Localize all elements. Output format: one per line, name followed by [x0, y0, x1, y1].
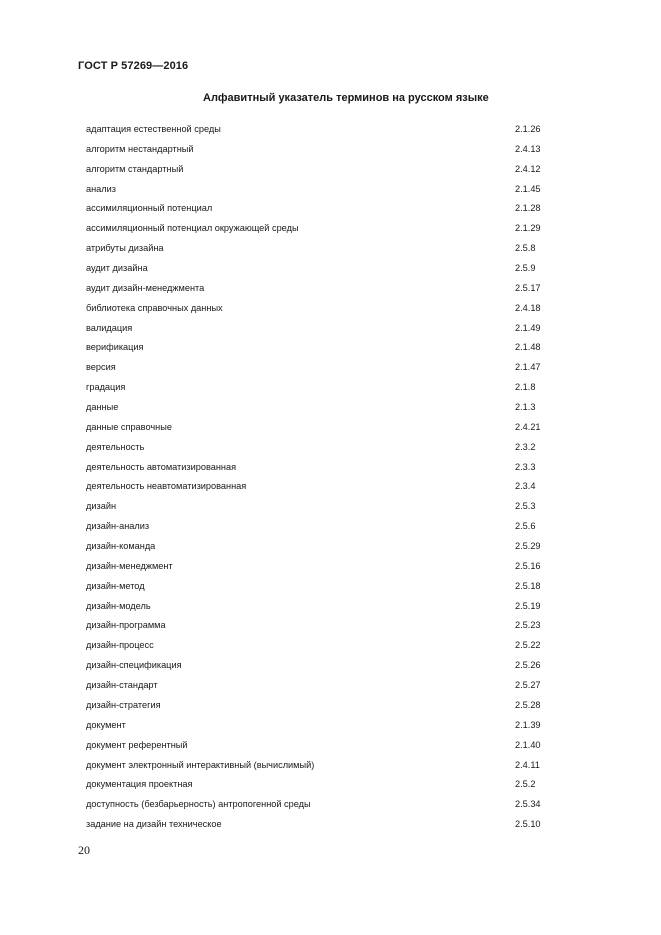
index-entry-term: доступность (безбарьерность) антропогенной среды	[86, 799, 311, 810]
index-entry	[86, 775, 566, 795]
index-entry	[86, 438, 566, 458]
index-entry	[86, 418, 566, 438]
index-entry-ref: 2.3.2	[515, 441, 536, 452]
index-entry-ref: 2.5.23	[515, 620, 541, 631]
index-entry	[86, 597, 566, 617]
index-entry-term: валидация	[86, 322, 133, 333]
index-entry	[86, 577, 566, 597]
index-entry-ref: 2.1.45	[515, 183, 541, 194]
index-entry	[86, 358, 566, 378]
index-entry	[86, 477, 566, 497]
index-entry	[86, 378, 566, 398]
index-entry-ref: 2.4.11	[515, 759, 540, 770]
index-entry	[86, 497, 566, 517]
index-entry-ref: 2.5.3	[515, 501, 536, 512]
index-entry-term: дизайн-программа	[86, 620, 166, 631]
index-entry-ref: 2.4.21	[515, 421, 541, 432]
index-entry-ref: 2.4.18	[515, 302, 541, 313]
index-entry-ref: 2.5.22	[515, 640, 541, 651]
index-entry-term: данные справочные	[86, 421, 172, 432]
index-entry-term: деятельность	[86, 441, 145, 452]
index-entry-term: библиотека справочных данных	[86, 302, 223, 313]
index-entry-ref: 2.5.17	[515, 282, 541, 293]
index-entry-ref: 2.1.28	[515, 203, 541, 214]
index-entry-ref: 2.5.26	[515, 660, 541, 671]
index-entry	[86, 517, 566, 537]
index-entry	[86, 458, 566, 478]
index-entry	[86, 656, 566, 676]
index-entry-ref: 2.3.4	[515, 481, 536, 492]
index-entry-term: дизайн-процесс	[86, 640, 154, 651]
index-entry	[86, 716, 566, 736]
index-entry	[86, 736, 566, 756]
index-entry	[86, 120, 566, 140]
index-entry-term: аудит дизайн-менеджмента	[86, 282, 205, 293]
index-entry	[86, 696, 566, 716]
index-entry-ref: 2.3.3	[515, 461, 536, 472]
index-entry	[86, 180, 566, 200]
index-entry-ref: 2.5.18	[515, 580, 541, 591]
index-entry-term: адаптация естественной среды	[86, 124, 221, 134]
index-entry-ref: 2.5.8	[515, 243, 536, 254]
index-entry-term: алгоритм нестандартный	[86, 143, 194, 154]
index-entry-ref: 2.4.12	[515, 163, 541, 174]
index-entry	[86, 676, 566, 696]
index-entry	[86, 259, 566, 279]
index-entry-ref: 2.1.39	[515, 719, 541, 730]
index-entry	[86, 616, 566, 636]
index-entry-ref: 2.1.48	[515, 342, 541, 353]
index-entry-term: ассимиляционный потенциал окружающей среды	[86, 223, 299, 234]
index-entry	[86, 239, 566, 259]
index-entry-term: документ референтный	[86, 739, 188, 750]
index-entry-term: дизайн-менеджмент	[86, 560, 173, 571]
index-entry-term: дизайн-стратегия	[86, 699, 161, 710]
index-entry	[86, 636, 566, 656]
page-number: 20	[78, 843, 90, 857]
index-entry	[86, 279, 566, 299]
index-entry-term: дизайн-спецификация	[86, 660, 182, 671]
index-entry	[86, 537, 566, 557]
index-entry-term: дизайн-метод	[86, 580, 145, 591]
index-entry-term: верификация	[86, 342, 144, 353]
index-entry-term: дизайн	[86, 501, 117, 512]
index-entry-ref: 2.1.47	[515, 362, 541, 373]
index-entry-term: ассимиляционный потенциал	[86, 203, 213, 214]
index-entry	[86, 219, 566, 239]
index-entry-term: документ	[86, 719, 126, 730]
index-entry-term: дизайн-команда	[86, 541, 156, 552]
index-entry	[86, 319, 566, 339]
index-title: Алфавитный указатель терминов на русском языке	[203, 92, 489, 104]
index-entry-term: документация проектная	[86, 779, 193, 790]
index-entry-term: документ электронный интерактивный (вычислимый)	[86, 759, 315, 770]
index-entry-ref: 2.5.29	[515, 541, 541, 552]
index-entry	[86, 299, 566, 319]
index-entry-ref: 2.1.3	[515, 402, 536, 413]
index-entry-ref: 2.5.10	[515, 819, 541, 830]
index-entry-ref: 2.1.8	[515, 382, 536, 393]
index-entry	[86, 815, 566, 835]
index-entry-term: аудит дизайна	[86, 263, 148, 274]
index-entry-term: дизайн-стандарт	[86, 680, 158, 691]
index-entry-ref: 2.5.34	[515, 799, 541, 810]
index-entry-term: дизайн-анализ	[86, 521, 150, 532]
index-entry-ref: 2.5.9	[515, 263, 536, 274]
index-entry-term: анализ	[86, 183, 116, 194]
index-entry	[86, 557, 566, 577]
index-entry-ref: 2.5.16	[515, 560, 541, 571]
index-entry-term: дизайн-модель	[86, 600, 151, 611]
index-entry-ref: 2.1.29	[515, 223, 541, 234]
index-entry	[86, 160, 566, 180]
index-entry-term: версия	[86, 362, 116, 373]
index-entry-term: градация	[86, 382, 126, 393]
index-entry-ref: 2.1.40	[515, 739, 541, 750]
index-entry-ref: 2.5.27	[515, 680, 541, 691]
index-entry	[86, 338, 566, 358]
index-entry-ref: 2.5.19	[515, 600, 541, 611]
document-code: ГОСТ Р 57269—2016	[78, 60, 189, 72]
index-entry-term: алгоритм стандартный	[86, 163, 184, 174]
index-entry-ref: 2.5.2	[515, 779, 536, 790]
index-entry-term: атрибуты дизайна	[86, 243, 164, 254]
index-entry	[86, 756, 566, 776]
index-entry	[86, 199, 566, 219]
index-entry	[86, 795, 566, 815]
index-entry-term: деятельность автоматизированная	[86, 461, 237, 472]
index-entry-ref: 2.1.26	[515, 124, 541, 134]
term-index-list	[86, 120, 566, 835]
index-entry-ref: 2.4.13	[515, 143, 541, 154]
index-entry-ref: 2.5.28	[515, 699, 541, 710]
index-entry-term: данные	[86, 402, 119, 413]
index-entry	[86, 140, 566, 160]
index-entry-ref: 2.1.49	[515, 322, 541, 333]
index-entry	[86, 398, 566, 418]
index-entry-term: задание на дизайн техническое	[86, 819, 222, 830]
index-entry-ref: 2.5.6	[515, 521, 536, 532]
index-entry-term: деятельность неавтоматизированная	[86, 481, 247, 492]
